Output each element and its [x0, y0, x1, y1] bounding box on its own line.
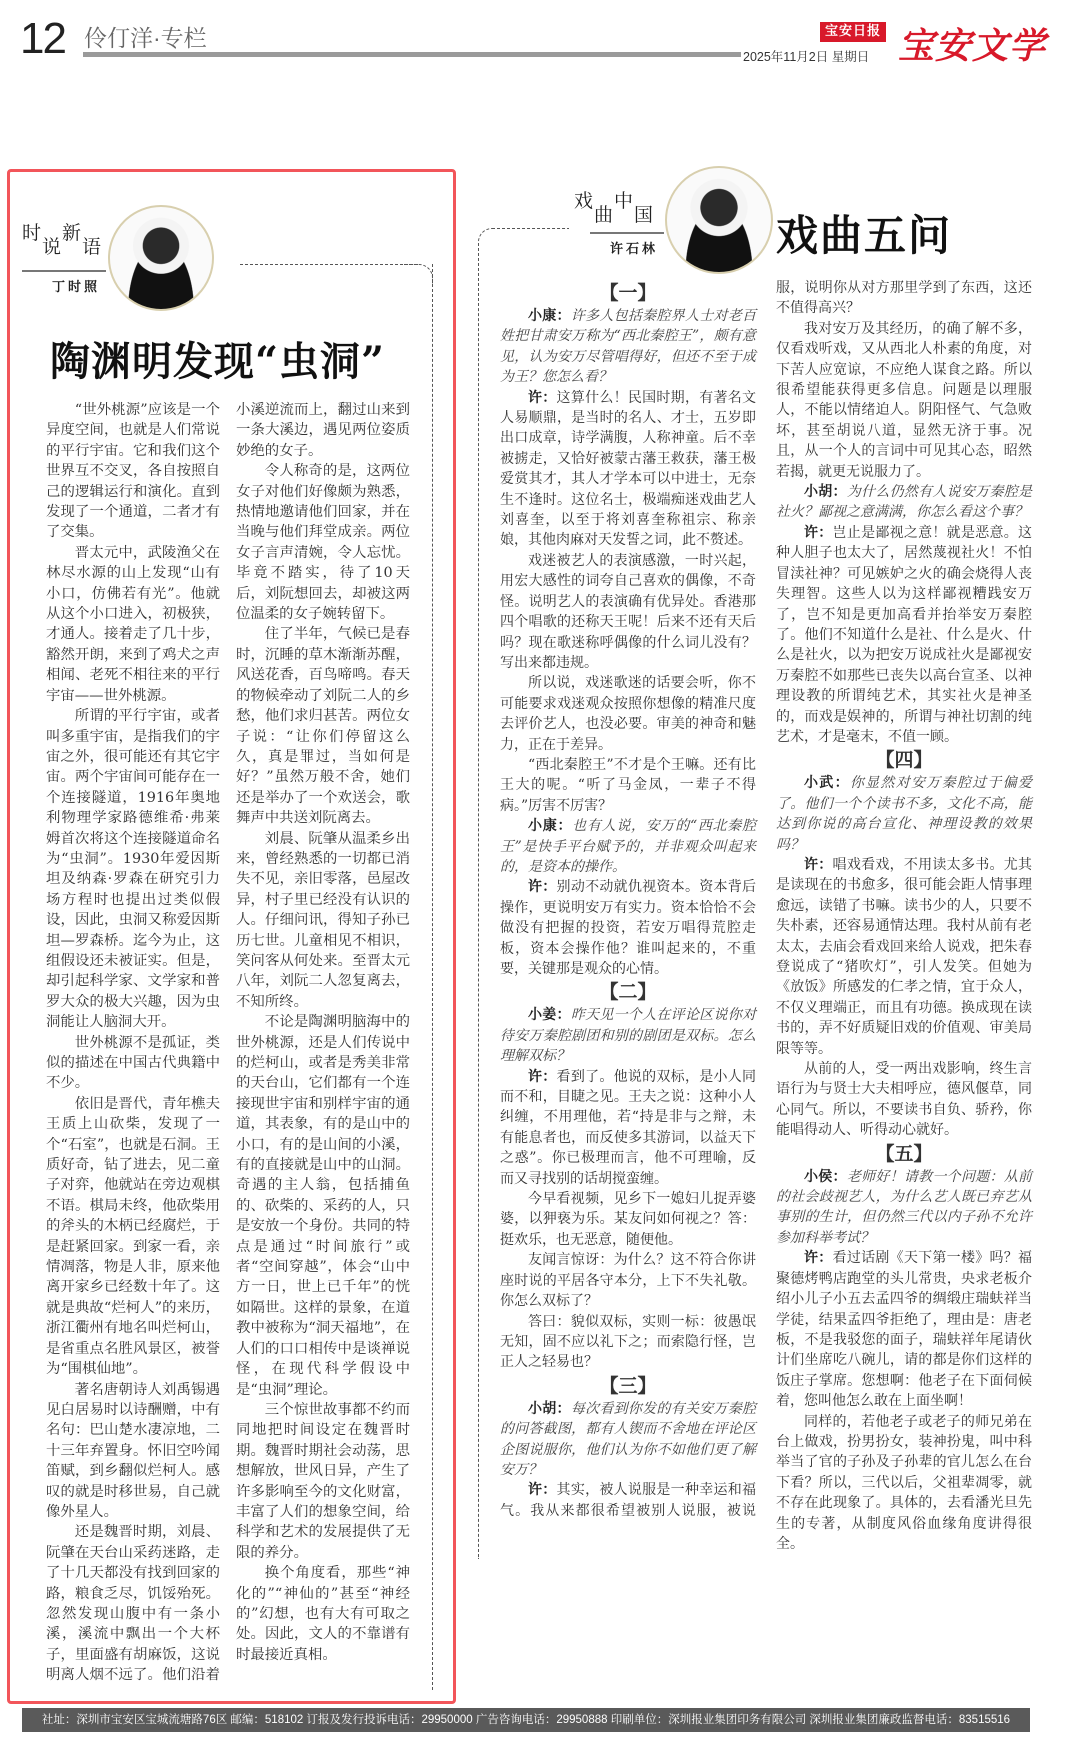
author-portrait: [665, 166, 773, 274]
author-portrait: [108, 205, 214, 311]
paragraph-text: 今早看视频，见乡下一媳妇儿捉弄婆婆，以狎亵为乐。某友问如何视之？答：挺欢乐，也无恶意，随便他。: [500, 1191, 756, 1248]
speaker-name: 许：: [804, 856, 833, 873]
answer-paragraph: [500, 673, 756, 755]
paragraph-text: 看到了。他说的双标，是小人同而不和，目睫之见。王夫之说：这种小人纠缠，不用理他，若“持是非与之辩，未有能息者也，而反使多其游词，以益天下之惑”。你已极理而言，他不可理喻，反而又寻找别的话胡搅蛮缠。: [500, 1068, 757, 1187]
paragraph: 住了半年，气候已是春时，沉睡的草木渐渐苏醒，风送花香，百鸟啼鸣。春天的物候牵动了刘阮二人的乡愁，他们求归甚苦。两位女子说：“让你们停留这么久，真是罪过，当如何是好？”虽然万般不舍，她们还是举办了一个欢送会，歌舞声中共送刘阮离去。: [236, 626, 410, 827]
answer-paragraph: [500, 551, 756, 673]
paragraph-text: 看过话剧《天下第一楼》吗？福聚德烤鸭店跑堂的头儿常贵，央求老板介绍小儿子小五去孟四爷的绸缎庄瑞蚨祥当学徒，结果孟四爷拒绝了，理由是：唐老板，不是我驳您的面子，瑞蚨祥年尾请伙计们坐席吃八碗儿，请的都是你们这样的饭庄子掌席。您想啊：他老子在下面伺候着，您叫他怎么敢在上面坐啊！: [776, 1250, 1033, 1410]
paragraph: 不论是陶渊明脑海中的世外桃源，还是人们传说中的烂柯山，或者是秀美非常的天台山，它们都有一个连接现世宇宙和别样宇宙的通道，其表象，有的是山中的小口，有的是山间的小溪，有的直接就是山中的山洞。奇遇的主人翁，包括捕鱼的、砍柴的、采药的人，只是安放一个身份。共同的特点是通过“时间旅行”或者“空间穿越”，体会“山中方一日，世上已千年”的恍如隔世。这样的景象，在道教中被称为“洞天福地”，在人们的口口相传中是谈禅说怪，在现代科学假设中是“虫洞”理论。: [236, 1014, 410, 1398]
answer-paragraph: [776, 855, 1032, 1059]
article-body: [46, 400, 410, 1686]
speaker-name: 小胡：: [804, 484, 847, 501]
label-rule: [590, 232, 664, 234]
author-name: 许石林: [610, 242, 659, 257]
answer-paragraph: [500, 1312, 756, 1373]
paragraph-text: 岂止是鄙视之意！就是恶意。这种人胆子也太大了，居然蔑视社火！不怕冒渎社神？可见嫉妒之火的确会烧得人丧失理智。这些人以为这样鄙视糟践安万了，岂不知是更加高看并抬举安万秦腔了。他们不知道什么是社、什么是火、什么是社火，以为把安万说成社火是鄙视安万秦腔不如那些已丧失以高台宣圣、以神理设教的所谓纯艺术，其实社火是神圣的，而戏是娱神的，所谓与神社切割的纯艺术，才是毫末，不值一顾。: [776, 524, 1033, 745]
answer-paragraph: [500, 755, 756, 816]
page-number: 12: [20, 14, 65, 63]
paragraph-text: 从前的人，受一两出戏影响，终生言语行为与贤士大夫相呼应，德风偃草，同心同气。所以，不要读书自负、骄矜，你能唱得动人、听得动心就好。: [776, 1061, 1032, 1139]
paragraph: 所谓的平行宇宙，或者叫多重宇宙，是指我们的宇宙之外，很可能还有其它宇宙。两个宇宙间可能存在一个连接隧道，1916年奥地利物理学家路德维希·弗莱姆首次将这个连接隧道命名为“虫洞”。1930年爱因斯坦及纳森·罗森在研究引力场方程时也提出过类似假设，因此，虫洞又称爱因斯坦—罗森桥。迄今为止，这组假设还未被证实。但是，却引起科学家、文学家和普罗大众的极大兴趣，因为虫洞能让人脑洞大开。: [46, 708, 220, 1031]
question-paragraph: [776, 1167, 1032, 1249]
column-name: 伶仃洋·专栏: [84, 25, 207, 51]
speaker-name: 许：: [528, 879, 557, 896]
paragraph-text: 许多人包括秦腔界人士对老百姓把甘肃安万称为“西北秦腔王”，颇有意见，认为安万尽管唱得好，但还不至于成为王？您怎么看？: [500, 308, 757, 386]
answer-paragraph: [500, 1067, 756, 1189]
label-char: 国: [634, 205, 654, 226]
paragraph: 令人称奇的是，这两位女子对他们好像颇为熟悉，热情地邀请他们回家，并在当晚与他们拜堂成亲。两位女子言声清婉，令人忘忧。毕竟不踏实，待了10天后，刘阮想回去，却被这两位温柔的女子婉转留下。: [236, 463, 410, 623]
question-paragraph: [776, 773, 1032, 855]
label-char: 新: [62, 223, 82, 244]
header-rule: [83, 52, 741, 57]
speaker-name: 小康：: [528, 308, 571, 324]
paragraph-text: 友闻言惊讶：为什么？这不符合你讲座时说的平居各守本分，上下不失礼敬。你怎么双标了？: [500, 1252, 756, 1310]
section-heading: 【二】: [599, 981, 657, 1004]
answer-paragraph: [776, 523, 1032, 747]
question-paragraph: [500, 816, 756, 877]
paragraph: “世外桃源”应该是一个异度空间，也就是人们常说的平行宇宙。它和我们这个世界互不交叉，各自按照自己的逻辑运行和演化。直到发现了一个通道，二者才有了交集。: [46, 402, 220, 541]
paragraph-text: 这算什么！民国时期，有著名文人易顺鼎，是当时的名人、才士，五岁即出口成章，诗学满腹，人称神童。后不幸被掳走，又恰好被蒙古藩王救获，藩王极爱赏其才，其人才学本可以中进士，无奈生不逢时。这位名士，极端痴迷戏曲艺人刘喜奎，以至于将刘喜奎称祖宗、称亲娘，其他肉麻对天发誓之词，此不赘述。: [500, 389, 757, 549]
answer-paragraph: [776, 1059, 1032, 1141]
speaker-name: 许：: [804, 524, 833, 541]
paragraph: 晋太元中，武陵渔父在林尽水源的山上发现“山有小口，仿佛若有光”。他就从这个小口进入，初极狭，才通人。接着走了几十步，豁然开朗，来到了鸡犬之声相闻、老死不相往来的平行宇宙——世外桃源。: [46, 544, 220, 704]
article-title: 戏曲五问: [776, 211, 953, 260]
paragraph-text: 我对安万及其经历，的确了解不多，仅看戏听戏，又从西北人朴素的角度，对下苦人应宽谅，不应绝人谋食之路。所以很希望能获得更多信息。问题是以理服人，不能以情绪迫人。阴阳怪气、气急败坏，甚至胡说八道，显然无济于事。况且，从一个人的言词中可见其心态，昭然若揭，就更无说服力了。: [776, 320, 1032, 480]
paragraph-text: 为什么仍然有人说安万秦腔是社火？鄙视之意满满，你怎么看这个事？: [776, 484, 1033, 521]
section-heading: 【三】: [599, 1374, 657, 1397]
footer-imprint: 社址：深圳市宝安区宝城流塘路76区 邮编：518102 订报及发行投诉电话：29950000 广告咨询电话：29950888 印刷单位：深圳报业集团印务有限公司 深圳报业集团廉政监督电话：83515516: [22, 1708, 1030, 1732]
speaker-name: 小康：: [528, 818, 573, 835]
speaker-name: 小胡：: [528, 1400, 571, 1417]
label-char: 时: [22, 223, 42, 244]
author-name: 丁时照: [52, 280, 101, 295]
label-char: 语: [82, 237, 102, 258]
speaker-name: 许：: [528, 389, 557, 406]
column-label-xiquzhongguo: [574, 186, 654, 226]
paragraph: 依旧是晋代，青年樵夫王质上山砍柴，发现了一个“石室”，也就是石洞。王质好奇，钻了进去，见二童子对弈，他就站在旁边观棋不语。棋局未终，他砍柴用的斧头的木柄已经腐烂，于是赶紧回家。到家一看，亲情凋落，物是人非，原来他离开家乡已经数十年了。这就是典故“烂柯人”的来历，浙江衢州有地名叫烂柯山，是省重点名胜风景区，被誉为“围棋仙地”。: [46, 1095, 220, 1378]
dashed-rule: [240, 264, 418, 265]
speaker-name: 许：: [528, 1068, 557, 1085]
paragraph-text: 所以说，戏迷歌迷的话要会听，你不可能要求戏迷观众按照你想像的精准尺度去评价艺人，也没必要。审美的神奇和魅力，正在于差异。: [500, 675, 756, 753]
paragraph-text: 老师好！请教一个问题：从前的社会歧视艺人，为什么艺人既已弃艺从事别的生计，但仍然三代以内子孙不允许参加科举考试？: [776, 1168, 1033, 1246]
paragraph-text: 唱戏看戏，不用读太多书。尤其是读现在的书愈多，很可能会距人情事理愈远，读错了书嘛。读书少的人，只要不失朴素，还容易通情达理。我村从前有老太太，去庙会看戏回来给人说戏，把朱春登说成了“猪吹灯”，引人发笑。但她为《放饭》所感发的仁孝之情，宜于众人，不仅义理端正，而且有功德。换成现在读书的，弄不好质疑旧戏的价值观、审美局限等等。: [776, 856, 1033, 1057]
paragraph-text: 也有人说，安万的“西北秦腔王”是快手平台赋予的，并非观众叫起来的，是资本的操作。: [500, 818, 756, 875]
answer-paragraph: [500, 1189, 756, 1250]
question-paragraph: [500, 306, 756, 388]
paragraph: 刘晨、阮肇从温柔乡出来，曾经熟悉的一切都已消失不见，亲旧零落，邑屋改异，村子里已经没有认识的人。仔细问讯，得知子孙已历七世。儿童相见不相识，笑问客从何处来。至晋太元八年，刘阮二人忽复离去，不知所终。: [236, 830, 410, 1010]
paragraph-text: 其实，被人说服是一种幸运和福气。我从来都很希望被别人说服，被说服，说明你从对方那里学到了东西，这还不值得高兴？: [500, 280, 1032, 1519]
paragraph-text: “西北秦腔王”不才是个王嘛。还有比王大的呢。“听了马金凤，一辈子不得病。”厉害不厉害？: [500, 756, 756, 814]
paragraph-text: 别动不动就仇视资本。资本背后操作，更说明安万有实力。资本恰恰不会做没有把握的投资，若安万唱得荒腔走板，资本会操作他？谁叫起来的，不重要，关键那是观众的心情。: [500, 879, 757, 977]
answer-paragraph: [500, 877, 756, 979]
label-char: 曲: [594, 205, 614, 226]
paragraph-text: 同样的，若他老子或老子的师兄弟在台上做戏，扮男扮女，装神扮鬼，叫中科举当了官的子孙及子孙辈的官儿怎么在台下看？所以，三代以后，父祖辈凋零，就不存在此现象了。具体的，去看潘光旦先生的专著，从制度风俗血缘角度讲得很全。: [776, 1413, 1032, 1552]
article-body: [500, 278, 1032, 1554]
label-char: 中: [614, 191, 634, 212]
newspaper-logo: 宝安日报: [820, 22, 886, 42]
speaker-name: 许：: [528, 1482, 557, 1499]
label-char: 说: [42, 237, 62, 258]
dashed-border: [410, 264, 433, 1690]
label-char: 戏: [574, 191, 594, 212]
speaker-name: 小姜：: [528, 1007, 571, 1024]
issue-date: 2025年11月2日 星期日: [743, 50, 870, 64]
answer-paragraph: [776, 319, 1032, 482]
label-rule: [22, 270, 106, 272]
article-title: 陶渊明发现“虫洞”: [50, 338, 386, 385]
paragraph: 著名唐朝诗人刘禹锡遇见白居易时以诗酬赠，中有名句：巴山楚水凄凉地，二十三年弃置身。怀旧空吟闻笛赋，到乡翻似烂柯人。感叹的就是时移世易，自己就像外星人。: [46, 1381, 220, 1520]
answer-paragraph: [500, 388, 756, 551]
paragraph-text: 昨天见一个人在评论区说你对待安万秦腔剧团和别的剧团是双标。怎么理解双标？: [500, 1007, 757, 1065]
answer-paragraph: [500, 1250, 756, 1311]
answer-paragraph: [776, 1248, 1032, 1411]
column-label-shishuoxinyu: [22, 218, 102, 258]
speaker-name: 小武：: [804, 775, 850, 792]
paragraph: 三个惊世故事都不约而同地把时间设定在魏晋时期。魏晋时期社会动荡，思想解放，世风日异，产生了许多影响至今的文化财富，丰富了人们的想象空间，给科学和艺术的发展提供了无限的养分。: [236, 1401, 410, 1561]
supplement-logo: 宝安文学: [898, 25, 1047, 67]
paragraph-text: 每次看到你发的有关安万秦腔的问答截图，都有人锲而不舍地在评论区企图说服你，他们认为你不如他们更了解安万？: [500, 1400, 757, 1478]
section-heading: 【五】: [875, 1142, 933, 1165]
question-paragraph: [776, 482, 1032, 523]
paragraph: 换个角度看，那些“神化的”“神仙的”甚至“神经的”幻想，也有大有可取之处。因此，文人的不靠谱有时最接近真相。: [236, 1565, 410, 1663]
dashed-corner: [404, 264, 433, 285]
paragraph-text: 答曰：貌似双标，实则一标：彼愚氓无知，固不应以礼下之；而索隐行怪，岂正人之轻易也？: [500, 1313, 756, 1371]
paragraph-text: 戏迷被艺人的表演感激，一时兴起，用宏大感性的词夸自己喜欢的偶像，不奇怪。说明艺人的表演确有优异处。香港那四个唱歌的还称天王呢！后来不还有天后吗？现在歌迷称呼偶像的什么词儿没有？写出来都违规。: [500, 552, 756, 671]
paragraph: 世外桃源不是孤证，类似的描述在中国古代典籍中不少。: [46, 1034, 220, 1092]
section-heading: 【一】: [599, 282, 657, 304]
section-heading: 【四】: [875, 749, 933, 772]
speaker-name: 许：: [804, 1250, 833, 1267]
speaker-name: 小侯：: [804, 1168, 847, 1185]
question-paragraph: [500, 1399, 756, 1481]
paragraph-text: 你显然对安万秦腔过于偏爱了。他们一个个读书不多，文化不高，能达到你说的高台宣化、神理设教的效果吗？: [776, 775, 1033, 853]
answer-paragraph: [776, 1412, 1032, 1555]
question-paragraph: [500, 1005, 756, 1066]
paragraph: 还是魏晋时期，刘晨、阮肇在天台山采药迷路，走了十几天都没有找到回家的路，粮食乏尽，饥馁殆死。忽然发现山腹中有一条小溪，溪流中飘出一个大杯子，里面盛有胡麻饭，这说明离人烟不远了。他们沿着小溪逆流而上，翻过山来到一条大溪边，遇见两位姿质妙绝的女子。: [46, 402, 410, 1684]
